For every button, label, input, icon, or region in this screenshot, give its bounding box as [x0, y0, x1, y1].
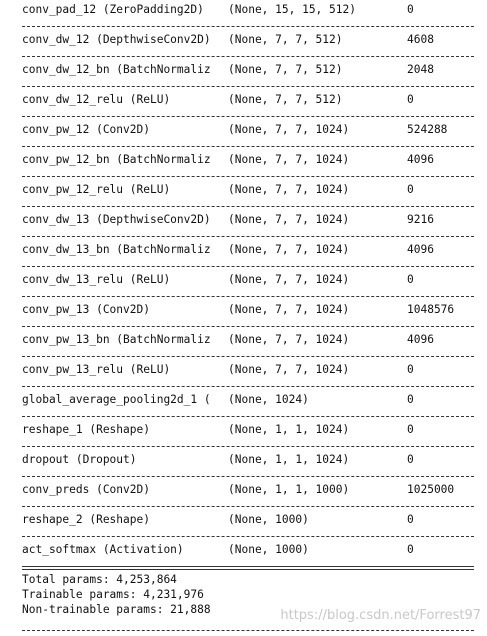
layer-name: conv_pw_12 (Conv2D) — [22, 123, 150, 136]
param-count: 0 — [407, 183, 414, 196]
row-divider — [22, 26, 474, 27]
output-shape: (None, 7, 7, 1024) — [228, 213, 350, 226]
param-count: 2048 — [407, 63, 434, 76]
param-count: 0 — [407, 543, 414, 556]
output-shape: (None, 7, 7, 1024) — [228, 333, 350, 346]
param-count: 0 — [407, 423, 414, 436]
row-divider — [22, 206, 474, 207]
layer-name: conv_dw_13_bn (BatchNormaliz — [22, 243, 211, 256]
layer-name: global_average_pooling2d_1 ( — [22, 393, 211, 406]
layer-name: reshape_1 (Reshape) — [22, 423, 150, 436]
param-count: 1025000 — [407, 483, 455, 496]
layer-name: dropout (Dropout) — [22, 453, 137, 466]
param-count: 0 — [407, 453, 414, 466]
output-shape: (None, 15, 15, 512) — [228, 3, 356, 16]
row-divider — [22, 446, 474, 447]
layer-name: conv_pw_12_relu (ReLU) — [22, 183, 171, 196]
table-row — [0, 183, 487, 197]
row-divider — [22, 296, 474, 297]
table-row — [0, 63, 487, 77]
row-divider — [22, 326, 474, 327]
table-row — [0, 213, 487, 227]
layer-name: conv_dw_13_relu (ReLU) — [22, 273, 171, 286]
layer-name: conv_dw_12_bn (BatchNormaliz — [22, 63, 211, 76]
output-shape: (None, 7, 7, 1024) — [228, 153, 350, 166]
output-shape: (None, 1000) — [228, 543, 309, 556]
row-divider — [22, 236, 474, 237]
param-count: 4096 — [407, 153, 434, 166]
output-shape: (None, 1000) — [228, 513, 309, 526]
output-shape: (None, 7, 7, 512) — [228, 33, 343, 46]
row-divider — [22, 536, 474, 537]
output-shape: (None, 1024) — [228, 393, 309, 406]
row-divider — [22, 416, 474, 417]
table-row — [0, 333, 487, 347]
param-count: 0 — [407, 363, 414, 376]
param-count: 9216 — [407, 213, 434, 226]
table-row — [0, 123, 487, 137]
row-divider — [22, 506, 474, 507]
layer-name: conv_pw_13_bn (BatchNormaliz — [22, 333, 211, 346]
table-row — [0, 273, 487, 287]
output-shape: (None, 7, 7, 1024) — [228, 303, 350, 316]
table-row — [0, 153, 487, 167]
table-row — [0, 423, 487, 437]
table-row — [0, 543, 487, 557]
param-count: 524288 — [407, 123, 448, 136]
table-row — [0, 3, 487, 17]
row-divider — [22, 266, 474, 267]
output-shape: (None, 7, 7, 1024) — [228, 183, 350, 196]
row-divider — [22, 116, 474, 117]
output-shape: (None, 1, 1, 1024) — [228, 423, 350, 436]
layer-name: reshape_2 (Reshape) — [22, 513, 150, 526]
table-row — [0, 243, 487, 257]
row-divider — [22, 86, 474, 87]
total-params: Total params: 4,253,864 — [22, 573, 177, 586]
trainable-params: Trainable params: 4,231,976 — [22, 588, 204, 601]
param-count: 0 — [407, 93, 414, 106]
layer-name: act_softmax (Activation) — [22, 543, 184, 556]
output-shape: (None, 7, 7, 1024) — [228, 363, 350, 376]
output-shape: (None, 7, 7, 512) — [228, 93, 343, 106]
table-row — [0, 453, 487, 467]
table-row — [0, 393, 487, 407]
table-row — [0, 303, 487, 317]
output-shape: (None, 7, 7, 1024) — [228, 273, 350, 286]
layer-name: conv_pw_12_bn (BatchNormaliz — [22, 153, 211, 166]
layer-name: conv_pw_13 (Conv2D) — [22, 303, 150, 316]
layer-name: conv_pad_12 (ZeroPadding2D) — [22, 3, 204, 16]
table-row — [0, 33, 487, 47]
param-count: 4608 — [407, 33, 434, 46]
output-shape: (None, 7, 7, 512) — [228, 63, 343, 76]
output-shape: (None, 1, 1, 1000) — [228, 483, 350, 496]
table-row — [0, 93, 487, 107]
param-count: 4096 — [407, 243, 434, 256]
non-trainable-params: Non-trainable params: 21,888 — [22, 603, 211, 616]
param-count: 0 — [407, 513, 414, 526]
row-divider — [22, 476, 474, 477]
row-divider — [22, 386, 474, 387]
row-divider — [22, 176, 474, 177]
output-shape: (None, 7, 7, 1024) — [228, 123, 350, 136]
output-shape: (None, 1, 1, 1024) — [228, 453, 350, 466]
row-divider — [22, 356, 474, 357]
table-row — [0, 363, 487, 377]
table-row — [0, 513, 487, 527]
param-count: 0 — [407, 393, 414, 406]
layer-name: conv_preds (Conv2D) — [22, 483, 150, 496]
bottom-divider — [22, 630, 474, 631]
layer-name: conv_dw_12_relu (ReLU) — [22, 93, 171, 106]
watermark: https://blog.csdn.net/Forrest97 — [280, 608, 481, 623]
param-count: 4096 — [407, 333, 434, 346]
layer-name: conv_dw_13 (DepthwiseConv2D) — [22, 213, 211, 226]
row-divider — [22, 146, 474, 147]
table-row — [0, 483, 487, 497]
layer-name: conv_dw_12 (DepthwiseConv2D) — [22, 33, 211, 46]
table-end-divider — [22, 566, 474, 570]
param-count: 0 — [407, 273, 414, 286]
layer-name: conv_pw_13_relu (ReLU) — [22, 363, 171, 376]
param-count: 0 — [407, 3, 414, 16]
param-count: 1048576 — [407, 303, 455, 316]
row-divider — [22, 56, 474, 57]
output-shape: (None, 7, 7, 1024) — [228, 243, 350, 256]
